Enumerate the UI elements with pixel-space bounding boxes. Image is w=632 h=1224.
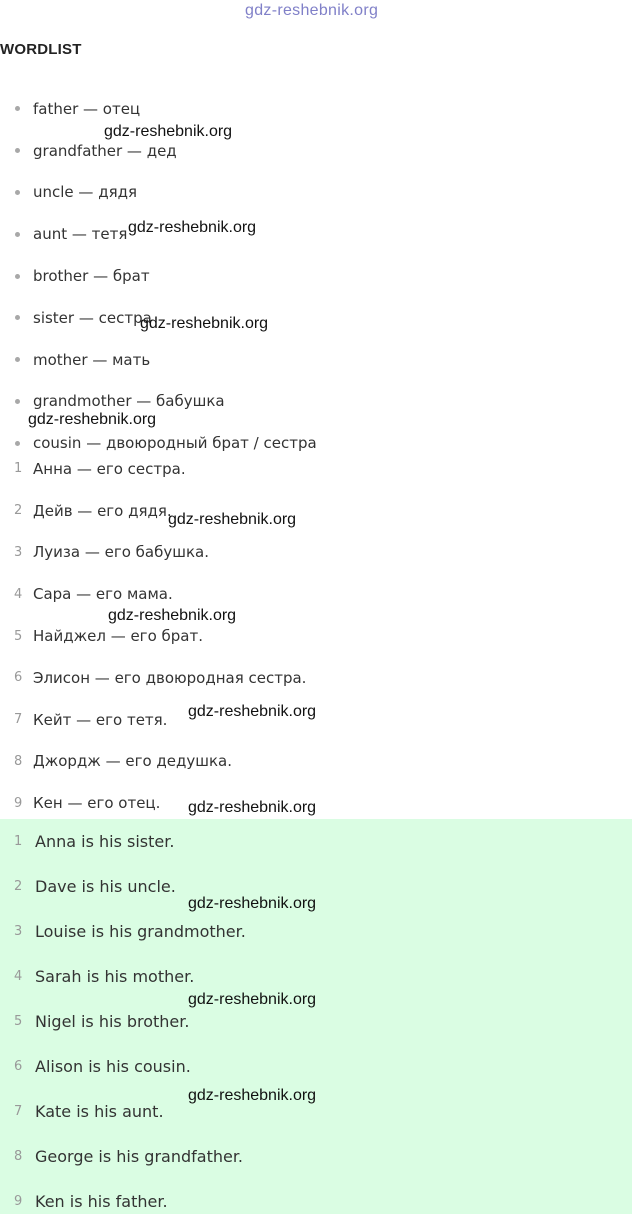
bullet-icon [15, 315, 20, 320]
watermark: gdz-reshebnik.org [188, 799, 317, 816]
item-number: 6 [14, 670, 23, 686]
answer-text: Alison is his cousin. [35, 1057, 191, 1076]
answer-item [0, 819, 632, 864]
list-item [0, 255, 317, 297]
answer-text: Dave is his uncle. [35, 877, 176, 896]
translation-item [0, 741, 306, 783]
answer-text: George is his grandfather. [35, 1147, 244, 1166]
bullet-icon [15, 148, 20, 153]
answer-text: Ken is his father. [35, 1192, 168, 1211]
word-pair: brother — брат [33, 267, 150, 286]
translation-text: Кен — его отец. [33, 794, 161, 813]
word-pair: cousin — двоюродный брат / сестра [33, 434, 317, 453]
watermark: gdz-reshebnik.org [188, 895, 317, 912]
item-number: 5 [14, 1014, 23, 1029]
word-pair: mother — мать [33, 350, 151, 369]
answer-text: Louise is his grandmother. [35, 922, 246, 941]
item-number: 7 [14, 1104, 23, 1119]
item-number: 4 [14, 969, 23, 984]
watermark: gdz-reshebnik.org [188, 991, 317, 1008]
translation-text: Дейв — его дядя. [33, 501, 172, 520]
translation-text: Элисон — его двоюродная сестра. [33, 668, 307, 687]
answer-text: Anna is his sister. [35, 832, 175, 851]
list-item [0, 172, 317, 214]
item-number: 2 [14, 879, 23, 894]
item-number: 2 [14, 503, 23, 519]
watermark: gdz-reshebnik.org [128, 219, 257, 236]
translation-text: Найджел — его брат. [33, 627, 203, 646]
translation-text: Луиза — его бабушка. [33, 543, 209, 562]
word-pair: grandfather — дед [33, 141, 177, 160]
answer-item [0, 1044, 632, 1089]
watermark: gdz-reshebnik.org [140, 315, 269, 332]
item-number: 8 [14, 753, 23, 769]
wordlist [0, 88, 317, 464]
item-number: 8 [14, 1149, 23, 1164]
answer-text: Nigel is his brother. [35, 1012, 190, 1031]
bullet-icon [15, 357, 20, 362]
item-number: 5 [14, 628, 23, 644]
wordlist-heading: WORDLIST [0, 41, 82, 58]
word-pair: uncle — дядя [33, 183, 137, 202]
item-number: 3 [14, 924, 23, 939]
translation-item [0, 657, 306, 699]
item-number: 1 [14, 461, 23, 477]
item-number: 1 [14, 834, 23, 849]
bullet-icon [15, 274, 20, 279]
answer-item [0, 909, 632, 954]
watermark: gdz-reshebnik.org [104, 123, 233, 140]
answer-item [0, 1179, 632, 1224]
word-pair: grandmother — бабушка [33, 392, 225, 411]
item-number: 6 [14, 1059, 23, 1074]
bullet-icon [15, 190, 20, 195]
translation-text: Джордж — его дедушка. [33, 752, 232, 771]
bullet-icon [15, 399, 20, 404]
watermark: gdz-reshebnik.org [108, 607, 237, 624]
translation-text: Анна — его сестра. [33, 459, 186, 478]
item-number: 3 [14, 544, 23, 560]
translation-item [0, 532, 306, 574]
list-item [0, 339, 317, 381]
answer-list [0, 819, 632, 1224]
answer-text: Kate is his aunt. [35, 1102, 164, 1121]
translation-list [0, 448, 306, 824]
watermark: gdz-reshebnik.org [188, 703, 317, 720]
item-number: 4 [14, 586, 23, 602]
answer-item [0, 1134, 632, 1179]
top-watermark: gdz-reshebnik.org [245, 2, 379, 19]
item-number: 9 [14, 795, 23, 811]
word-pair: sister — сестра [33, 308, 152, 327]
bullet-icon [15, 441, 20, 446]
watermark: gdz-reshebnik.org [168, 511, 297, 528]
answer-box [0, 819, 632, 1214]
answer-text: Sarah is his mother. [35, 967, 195, 986]
translation-text: Кейт — его тетя. [33, 710, 168, 729]
item-number: 7 [14, 712, 23, 728]
word-pair: aunt — тетя [33, 225, 128, 244]
watermark: gdz-reshebnik.org [28, 411, 157, 428]
word-pair: father — отец [33, 99, 141, 118]
bullet-icon [15, 232, 20, 237]
item-number: 9 [14, 1194, 23, 1209]
watermark: gdz-reshebnik.org [188, 1087, 317, 1104]
bullet-icon [15, 106, 20, 111]
translation-item [0, 448, 306, 490]
translation-text: Сара — его мама. [33, 585, 173, 604]
